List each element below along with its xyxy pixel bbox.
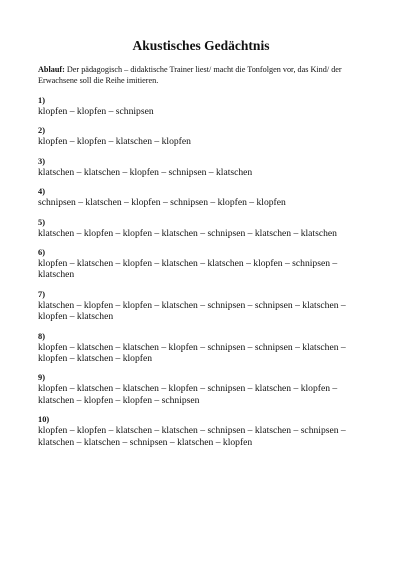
exercise-4 [38,187,364,208]
exercise-5 [38,218,364,239]
exercise-number: 7) [38,289,45,299]
exercise-number: 3) [38,156,45,166]
exercise-sequence: klopfen – klatschen – klatschen – klopfen – schnipsen – schnipsen – klatschen – klopfen – klatschen – klopfen [38,341,346,365]
instructions [38,65,364,86]
exercise-3 [38,157,364,178]
page-title: Akustisches Gedächtnis [132,38,270,53]
exercise-10 [38,415,364,448]
exercise-2 [38,126,364,147]
exercise-sequence: klatschen – klopfen – klopfen – klatschen – schnipsen – klatschen – klatschen [38,227,337,239]
exercise-sequence: klatschen – klatschen – klopfen – schnipsen – klatschen [38,166,253,178]
exercise-number: 8) [38,331,45,341]
exercise-8 [38,332,364,365]
instructions-text: Der pädagogisch – didaktische Trainer liest/ macht die Tonfolgen vor, das Kind/ der Erwachsene soll die Reihe imitieren. [38,65,342,85]
exercise-sequence: klatschen – klopfen – klopfen – klatschen – schnipsen – schnipsen – klatschen – klopfen – klatschen [38,299,346,323]
exercise-sequence: klopfen – klopfen – schnipsen [38,106,154,117]
exercise-number: 2) [38,126,45,136]
exercise-sequence: klopfen – klopfen – klatschen – klatschen – schnipsen – klatschen – schnipsen – klatschen – klatschen – schnipsen – klatschen – klopfen [38,425,346,448]
instructions-label: Ablauf: [38,65,65,74]
exercise-9 [38,373,364,406]
exercise-sequence: klopfen – klatschen – klopfen – klatschen – klatschen – klopfen – schnipsen – klatschen [38,258,338,281]
exercise-number: 10) [38,415,50,425]
exercise-number: 4) [38,187,45,197]
exercise-sequence: klopfen – klatschen – klatschen – klopfen – schnipsen – klatschen – klopfen – klatschen – klopfen – klopfen – schnipsen [38,383,338,406]
exercise-sequence: klopfen – klopfen – klatschen – klopfen [38,136,191,148]
exercise-sequence: schnipsen – klatschen – klopfen – schnipsen – klopfen – klopfen [38,197,286,209]
exercise-number: 9) [38,373,45,383]
exercise-number: 6) [38,248,45,258]
exercise-1 [38,96,364,117]
exercise-7 [38,290,364,323]
exercise-number: 5) [38,217,45,227]
exercise-6 [38,248,364,281]
exercise-number: 1) [38,96,45,105]
